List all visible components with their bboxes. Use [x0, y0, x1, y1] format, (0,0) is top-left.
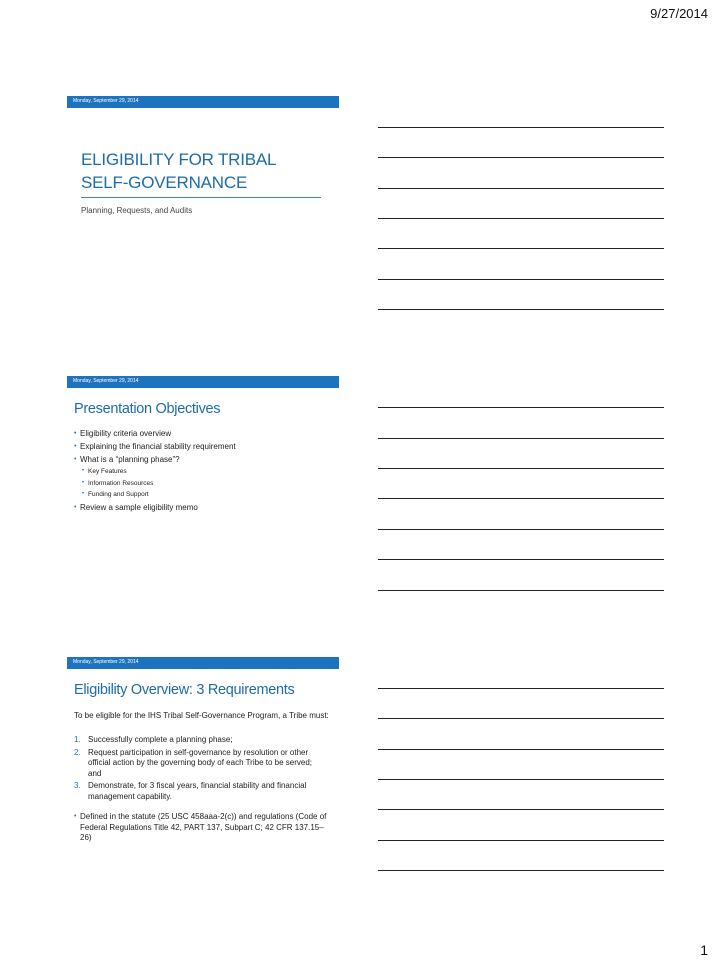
slide-2: [67, 376, 339, 581]
list-item: • Defined in the statute (25 USC 458aaa-2(c)) and regulations (Code of Federal Regulations Title 42, PART 137, Subpart C; 42 CFR 137.15–26): [74, 812, 327, 842]
note-line: [378, 498, 664, 499]
objectives-list: [74, 427, 336, 514]
item-number: 3.: [74, 781, 81, 790]
note-line: [378, 157, 664, 158]
list-item: • Explaining the financial stability requirement: [74, 442, 236, 451]
slide-subtitle: Planning, Requests, and Audits: [81, 206, 193, 215]
title-line-2: SELF-GOVERNANCE: [81, 173, 248, 192]
note-line: [378, 559, 664, 560]
note-line: [378, 809, 664, 810]
requirements-list: [74, 735, 322, 804]
note-line: [378, 407, 664, 408]
page-number: 1: [700, 942, 708, 958]
bullet-icon: •: [82, 491, 85, 497]
note-line: [378, 688, 664, 689]
slide-date-bar: [67, 376, 339, 388]
list-item: 3. Demonstrate, for 3 fiscal years, financial stability and financial management capability.: [74, 781, 307, 801]
note-line: [378, 279, 664, 280]
statute-note: [74, 812, 332, 844]
list-item: 2. Request participation in self-governance by resolution or other official action by the governing body of each Tribe to be served; and: [74, 747, 312, 778]
slide-date-bar: [67, 96, 339, 108]
list-item: • Eligibility criteria overview: [74, 429, 172, 438]
bullet-icon: •: [74, 430, 77, 437]
slide-heading: Eligibility Overview: 3 Requirements: [74, 682, 295, 698]
title-divider: [81, 197, 321, 198]
page-date: 9/27/2014: [650, 6, 708, 21]
note-line: [378, 248, 664, 249]
note-line: [378, 749, 664, 750]
note-line: [378, 309, 664, 310]
intro-paragraph: To be eligible for the IHS Tribal Self-Governance Program, a Tribe must:: [74, 711, 329, 720]
note-line: [378, 468, 664, 469]
note-line: [378, 779, 664, 780]
slide-title: [81, 148, 331, 194]
sub-list-item: • Information Resources: [74, 478, 336, 490]
slide-date: Monday, September 29, 2014: [73, 98, 139, 104]
note-line: [378, 529, 664, 530]
slide-3: [67, 657, 339, 862]
bullet-icon: •: [74, 503, 77, 511]
note-line: [378, 718, 664, 719]
note-line: [378, 840, 664, 841]
note-line: [378, 218, 664, 219]
note-line: [378, 188, 664, 189]
list-item: • What is a “planning phase”?: [74, 455, 180, 464]
sub-list-item: • Key Features: [74, 466, 336, 478]
item-number: 1.: [74, 735, 81, 744]
item-number: 2.: [74, 747, 81, 757]
note-line: [378, 438, 664, 439]
slide-1: [67, 96, 339, 301]
bullet-icon: •: [74, 443, 77, 450]
note-line: [378, 590, 664, 591]
slide-date: Monday, September 29, 2014: [73, 659, 139, 665]
bullet-icon: •: [74, 456, 77, 463]
slide-date-bar: [67, 657, 339, 669]
slide-date: Monday, September 29, 2014: [73, 378, 139, 384]
bullet-icon: •: [74, 813, 77, 820]
note-line: [378, 870, 664, 871]
list-item: • Review a sample eligibility memo: [74, 502, 198, 512]
bullet-icon: •: [82, 468, 85, 474]
title-line-1: ELIGIBILITY FOR TRIBAL: [81, 150, 277, 169]
bullet-icon: •: [82, 479, 85, 486]
sub-list-item: • Funding and Support: [74, 489, 336, 501]
list-item: 1. Successfully complete a planning phase;: [74, 735, 233, 744]
slide-heading: Presentation Objectives: [74, 401, 221, 417]
note-line: [378, 127, 664, 128]
